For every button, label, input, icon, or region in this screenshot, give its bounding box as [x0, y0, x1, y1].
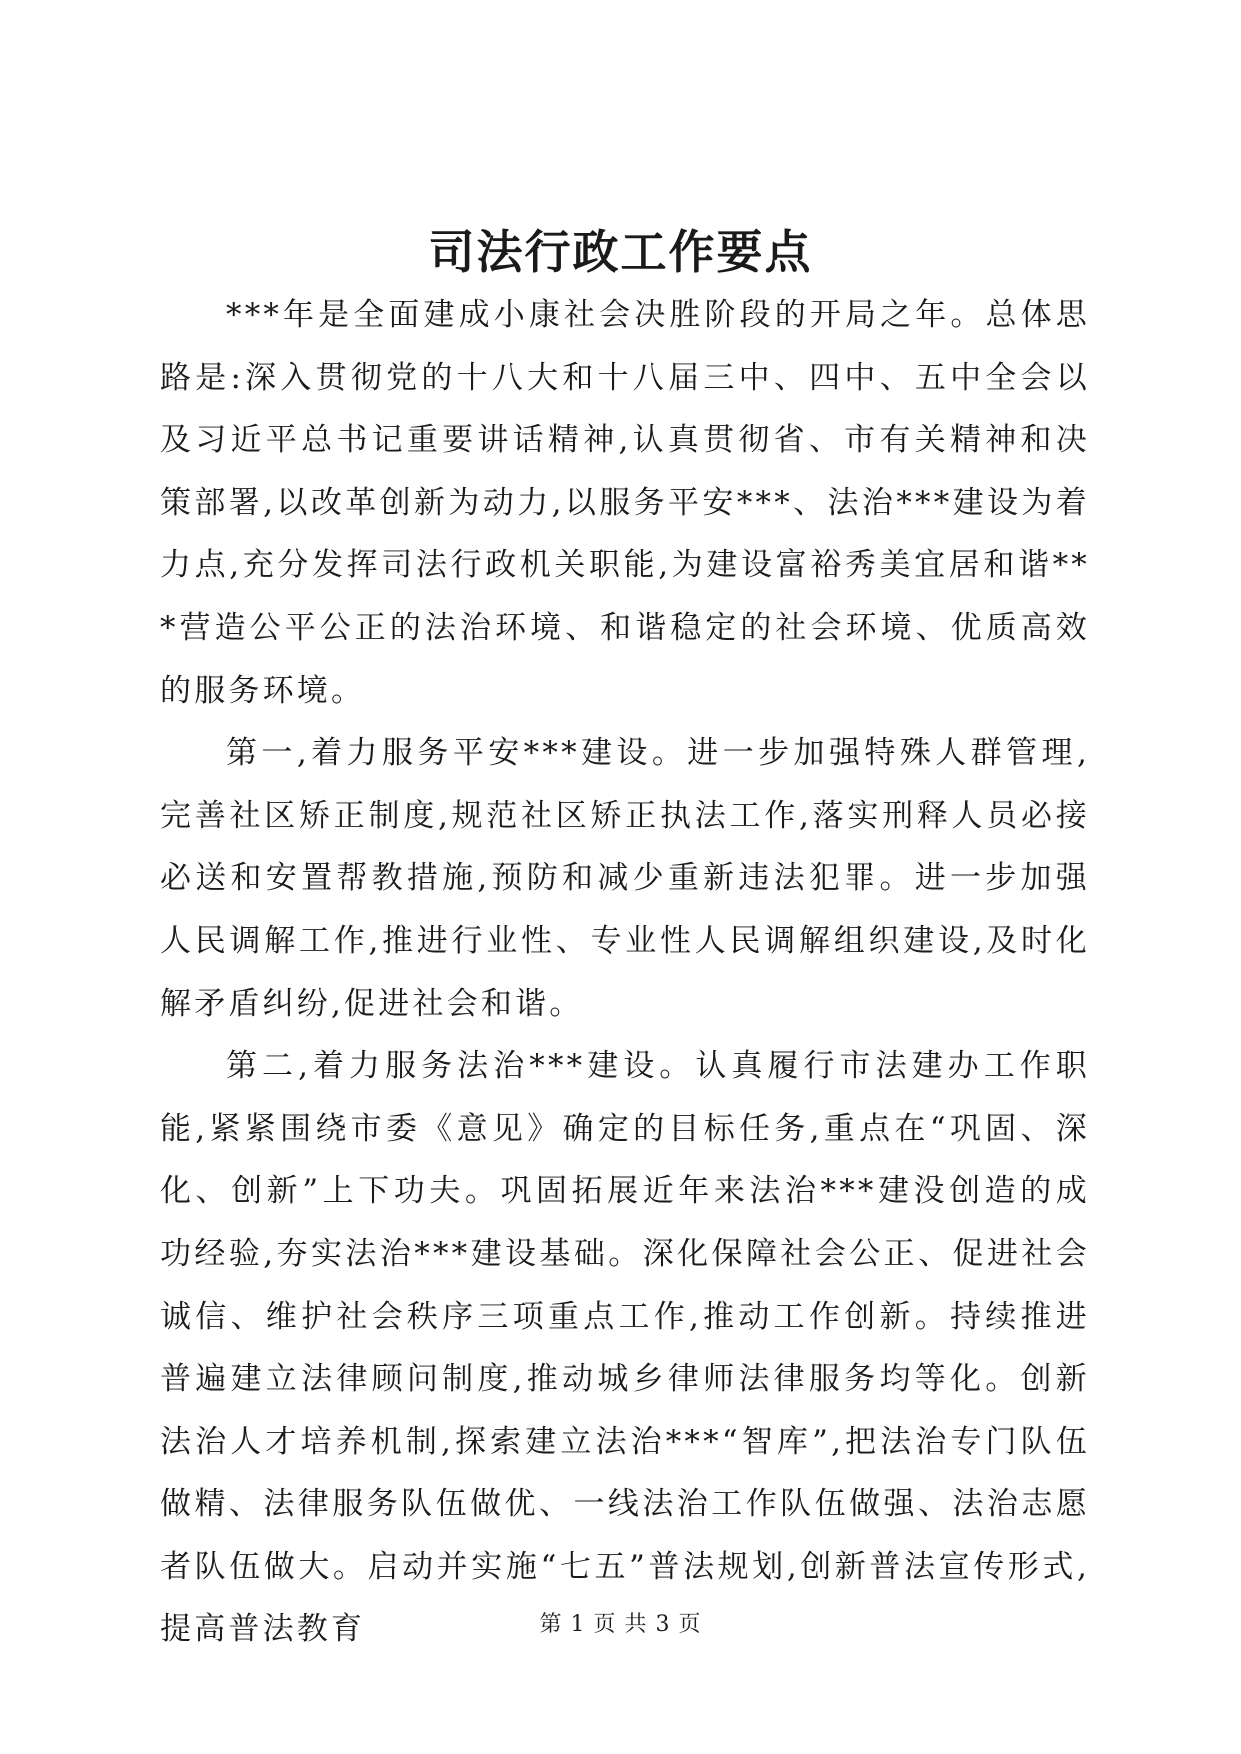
document-body	[160, 284, 1090, 1661]
paragraph-second-point: 第二,着力服务法治***建设。认真履行市法建办工作职能,紧紧围绕市委《意见》确定的目标任务,重点在“巩固、深化、创新”上下功夫。巩固拓展近年来法治***建没创造的成功经验,夯实法治***建设基础。深化保障社会公正、促进社会诚信、维护社会秩序三项重点工作,推动工作创新。持续推进普遍建立法律顾问制度,推动城乡律师法律服务均等化。创新法治人才培养机制,探索建立法治***“智库”,把法治专门队伍做精、法律服务队伍做优、一线法治工作队伍做强、法治志愿者队伍做大。启动并实施“七五”普法规划,创新普法宣传形式,提高普法教育	[160, 1048, 1090, 1648]
paragraph-first-point: 第一,着力服务平安***建设。进一步加强特殊人群管理,完善社区矫正制度,规范社区矫正执法工作,落实刑释人员必接必送和安置帮教措施,预防和减少重新违法犯罪。进一步加强人民调解工作,推进行业性、专业性人民调解组织建设,及时化解矛盾纠纷,促进社会和谐。	[160, 735, 1090, 1022]
document-title: 司法行政工作要点	[428, 225, 813, 279]
paragraph-intro: ***年是全面建成小康社会决胜阶段的开局之年。总体思路是:深入贯彻党的十八大和十八届三中、四中、五中全会以及习近平总书记重要讲话精神,认真贯彻省、市有关精神和决策部署,以改革创新为动力,以服务平安***、法治***建设为着力点,充分发挥司法行政机关职能,为建设富裕秀美宜居和谐***营造公平公正的法治环境、和谐稳定的社会环境、优质高效的服务环境。	[160, 297, 1090, 709]
page-number-footer: 第 1 页 共 3 页	[539, 1612, 702, 1637]
